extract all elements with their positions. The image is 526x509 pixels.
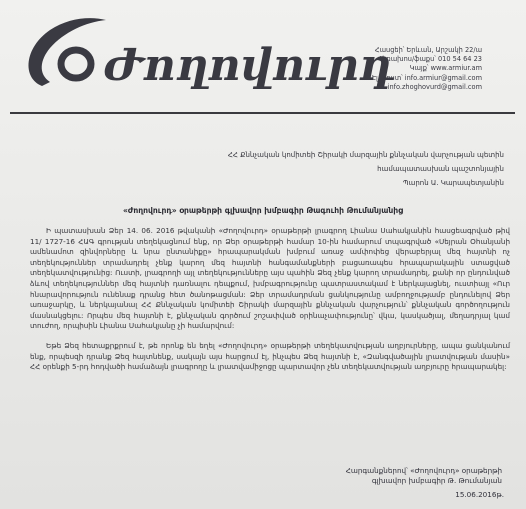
addressee-block (144, 150, 504, 192)
body-paragraph-1: Ի պատասխան Ձեր 14. 06. 2016 թվականի «Ժողովուրդ» օրաթերթի լրագրող Լիանա Սահակյանին հասցեագրված թիվ 11/ 1727-16 ՀԱԳ գրության տեղեկացնում ենք, որ Ձեր օրաթերթի համար 10-ին համարում տպագրված «Սեյրան Օհանյանի ամենամոտ զինվորները և նրա ընտանիքը» հրապարակման խմբում առաջ ամփոփեց վերաբերյալ մեզ հայտնի ոչ տեղեկություններ տրամադրել չենք կարող մեզ հայտնի հանգամանքների բացառապես հրապարակային ստացված տեղեկատվությունից: Ուստի, լրագրողի այլ տեղեկությունները այս պահին Ձեզ չենք կարող տրամադրել, քանի որ ընդունված ձևով տեղեկություններ մեզ հայտնի դառնալու դեպքում, խմբագրությունը պատրաստակամ է ներկայացնել, ուստիայլ «Ուր հնարավորություն ունենաք դրանց հետ ծանոթացման: Ձեր տրամադրման ցանկությունը ամբողջությամբ ընդունելով Ձեր առաջարկը, և ներկայանալ ՀՀ Քննչական կոմիտեի Շիրակի մարզային քննչական վարչություն՝ քննչական գործողություն մասնակցելու: Որպես մեզ հայտնի է, քննչական գործում շոշափված օրինաչափությունը՝ վկա, կասկածյալ, մեղադրյալ կամ տուժող, որպիսին Լիանա Սահակյանը չի համարվում: (30, 226, 510, 331)
signature-line-2: գլխավոր խմբագիր Թ. Թումանյան (371, 476, 502, 485)
logo-text: Ժողովուրդ (104, 40, 394, 91)
header-divider (10, 112, 515, 114)
addressee-line-2: համապատասխան պաշտոնյային (377, 165, 504, 173)
body-paragraph-2: Եթե Ձեզ հետաքրքրում է, թե որոնք են եղել «Ժողովուրդ» օրաթերթի տեղեկատվության աղբյուրները, ապա ցանկանում ենք, որպեսզի դրանք Ձեզ հայտնենք, սակայն այս հարցում էլ, ինչպես Ձեզ հայտնի է, «Զանգվածային լրատվության մասին» ՀՀ օրենքի 5-րդ հոդվածի համաձայն լրագրողը և լրատվամիջոցը պարտավոր չեն տեղեկատվության աղբյուրը հրապարակել: (30, 340, 510, 372)
contact-email-1: Էլ.փոստ՝ info.armiur@gmail.com (371, 73, 482, 82)
signature-block (202, 466, 502, 486)
contact-email-2: info.zhoghovurd@gmail.com (387, 82, 482, 91)
newspaper-logo (20, 8, 394, 98)
letter-date: 15.06.2016թ. (455, 490, 504, 499)
contact-address: Հասցեի՝ Երևան, Արշակի 22/ա (374, 46, 482, 54)
letter-body (30, 226, 510, 382)
signature-line-1: Հարգանքներով՝ «Ժողովուրդ» օրաթերթի (345, 466, 502, 475)
contact-phone: Հեռախոս/ֆաքս՝ 010 54 64 23 (377, 55, 482, 64)
contact-website: Կայք՝ www.armiur.am (409, 64, 482, 73)
logo-graphic (20, 8, 394, 98)
letter-subject: «Ժողովուրդ» օրաթերթի գլխավոր խմբագիր Թագուհի Թումանյանից (122, 206, 404, 215)
contact-block (332, 46, 482, 92)
addressee-line-1: ՀՀ Քննչական կոմիտեի Շիրակի մարզային քննչական վարչության պետին (227, 151, 504, 159)
addressee-line-3: Պարոն Ա. Կարապետյանին (402, 179, 504, 187)
